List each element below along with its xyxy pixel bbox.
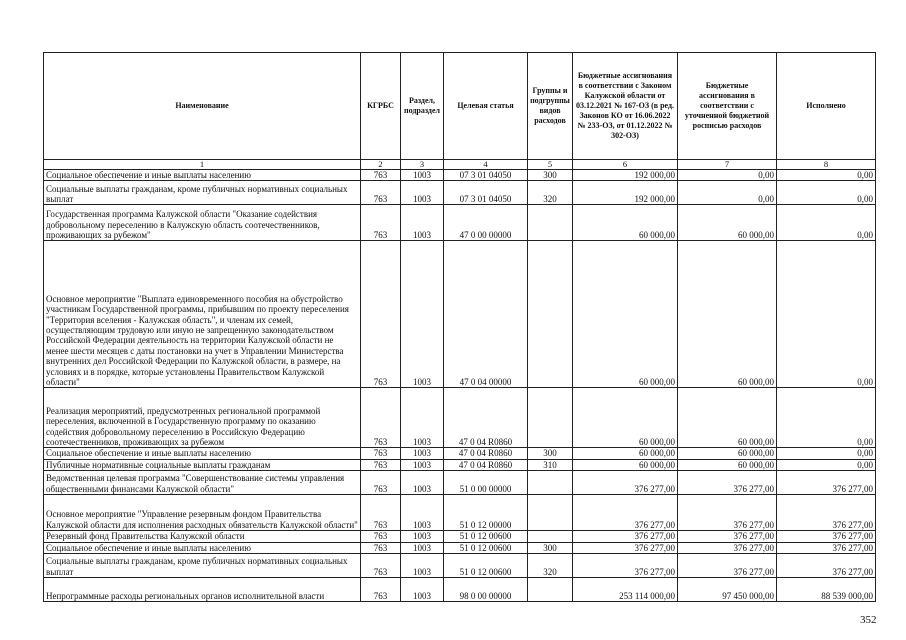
cell-target-article: 51 0 12 00600 [444,542,528,553]
cell-target-article: 51 0 12 00600 [444,531,528,542]
cell-budget-refined: 60 000,00 [678,388,777,448]
col-number: 1 [44,160,361,170]
cell-budget-refined: 60 000,00 [678,459,777,470]
table-row [44,448,876,459]
col-number: 2 [361,160,401,170]
cell-kgrbs: 763 [361,205,401,241]
cell-kgrbs: 763 [361,471,401,495]
document-page [43,52,875,602]
table-row [44,542,876,553]
cell-section: 1003 [401,554,444,578]
cell-target-article: 98 0 00 00000 [444,578,528,602]
cell-name: Социальное обеспечение и иные выплаты населению [44,542,361,553]
cell-budget-law: 376 277,00 [573,531,678,542]
cell-kgrbs: 763 [361,388,401,448]
cell-budget-refined: 376 277,00 [678,531,777,542]
col-number: 4 [444,160,528,170]
cell-target-article: 47 0 04 00000 [444,241,528,388]
col-header-section: Раздел, подраздел [401,53,444,160]
col-number: 6 [573,160,678,170]
cell-kgrbs: 763 [361,181,401,205]
col-header-budget-law: Бюджетные ассигнования в соответствии с Законом Калужской области от 03.12.2021 № 167-ОЗ (в ред. Законов КО от 16.06.2022 № 233-ОЗ, от 01.12.2022 № 302-ОЗ) [573,53,678,160]
cell-kgrbs: 763 [361,531,401,542]
cell-target-article: 07 3 01 04050 [444,181,528,205]
cell-budget-refined: 60 000,00 [678,241,777,388]
cell-target-article: 07 3 01 04050 [444,170,528,181]
cell-target-article: 51 0 12 00600 [444,554,528,578]
col-header-expense-group: Группы и подгруппы видов расходов [528,53,573,160]
cell-target-article: 51 0 00 00000 [444,471,528,495]
cell-section: 1003 [401,531,444,542]
cell-executed: 376 277,00 [777,495,876,531]
cell-name: Социальные выплаты гражданам, кроме публичных нормативных социальных выплат [44,554,361,578]
table-row [44,181,876,205]
cell-kgrbs: 763 [361,170,401,181]
column-number-row [44,160,876,170]
cell-section: 1003 [401,578,444,602]
cell-expense-group [528,471,573,495]
col-header-kgrbs: КГРБС [361,53,401,160]
cell-executed: 0,00 [777,241,876,388]
cell-executed: 88 539 000,00 [777,578,876,602]
cell-expense-group: 300 [528,170,573,181]
cell-budget-law: 376 277,00 [573,554,678,578]
cell-name: Социальное обеспечение и иные выплаты населению [44,448,361,459]
cell-budget-law: 60 000,00 [573,205,678,241]
cell-name: Социальное обеспечение и иные выплаты населению [44,170,361,181]
cell-executed: 376 277,00 [777,471,876,495]
cell-executed: 376 277,00 [777,554,876,578]
cell-section: 1003 [401,459,444,470]
cell-section: 1003 [401,205,444,241]
col-number: 5 [528,160,573,170]
table-row [44,578,876,602]
table-row [44,495,876,531]
cell-budget-refined: 60 000,00 [678,205,777,241]
cell-section: 1003 [401,241,444,388]
cell-budget-refined: 376 277,00 [678,542,777,553]
cell-target-article: 51 0 12 00000 [444,495,528,531]
cell-expense-group [528,578,573,602]
cell-kgrbs: 763 [361,578,401,602]
table-body [44,170,876,602]
cell-expense-group [528,205,573,241]
budget-table [43,52,876,602]
cell-expense-group [528,241,573,388]
table-row [44,205,876,241]
cell-section: 1003 [401,170,444,181]
page-number: 352 [860,614,877,626]
cell-executed: 0,00 [777,205,876,241]
cell-budget-law: 192 000,00 [573,181,678,205]
cell-target-article: 47 0 04 R0860 [444,448,528,459]
cell-name: Основное мероприятие "Выплата единовременного пособия на обустройство участникам Государственной программы, прибывшим по проекту переселения "Территория вселения - Калужская область", и членам их семей, осуществляющим трудовую или иную не запрещенную законодательством Российской Федерации деятельность на территории Калужской области не менее шести месяцев с даты постановки на учет в Управлении Министерства внутренних дел Российской Федерации по Калужской области, в размере, на условиях и в порядке, которые установлены Правительством Калужской области" [44,241,361,388]
cell-executed: 0,00 [777,170,876,181]
cell-kgrbs: 763 [361,448,401,459]
col-header-executed: Исполнено [777,53,876,160]
cell-budget-law: 60 000,00 [573,459,678,470]
cell-name: Резервный фонд Правительства Калужской области [44,531,361,542]
table-row [44,459,876,470]
table-row [44,554,876,578]
cell-name: Ведомственная целевая программа "Совершенствование системы управления общественными финансами Калужской области" [44,471,361,495]
cell-kgrbs: 763 [361,459,401,470]
cell-section: 1003 [401,388,444,448]
cell-budget-law: 376 277,00 [573,495,678,531]
cell-section: 1003 [401,542,444,553]
cell-executed: 0,00 [777,448,876,459]
col-number: 8 [777,160,876,170]
cell-expense-group: 320 [528,181,573,205]
cell-executed: 376 277,00 [777,531,876,542]
cell-budget-refined: 0,00 [678,170,777,181]
cell-section: 1003 [401,495,444,531]
col-header-budget-refined: Бюджетные ассигнования в соответствии с уточненной бюджетной росписью расходов [678,53,777,160]
cell-expense-group: 320 [528,554,573,578]
cell-executed: 376 277,00 [777,542,876,553]
cell-target-article: 47 0 04 R0860 [444,388,528,448]
cell-kgrbs: 763 [361,495,401,531]
cell-budget-refined: 376 277,00 [678,554,777,578]
table-row [44,471,876,495]
table-row [44,531,876,542]
cell-budget-refined: 376 277,00 [678,495,777,531]
cell-budget-refined: 376 277,00 [678,471,777,495]
col-number: 7 [678,160,777,170]
cell-executed: 0,00 [777,181,876,205]
cell-name: Реализация мероприятий, предусмотренных региональной программой переселения, включенной в Государственную программу по оказанию содействия добровольному переселению в Российскую Федерацию соотечественников, проживающих за рубежом [44,388,361,448]
col-number: 3 [401,160,444,170]
cell-budget-law: 60 000,00 [573,241,678,388]
cell-name: Социальные выплаты гражданам, кроме публичных нормативных социальных выплат [44,181,361,205]
table-row [44,388,876,448]
cell-budget-refined: 97 450 000,00 [678,578,777,602]
cell-kgrbs: 763 [361,542,401,553]
cell-section: 1003 [401,471,444,495]
cell-executed: 0,00 [777,388,876,448]
cell-budget-refined: 0,00 [678,181,777,205]
cell-expense-group: 300 [528,542,573,553]
cell-budget-law: 253 114 000,00 [573,578,678,602]
cell-section: 1003 [401,448,444,459]
cell-budget-law: 192 000,00 [573,170,678,181]
table-row [44,170,876,181]
cell-expense-group [528,388,573,448]
cell-budget-refined: 60 000,00 [678,448,777,459]
cell-kgrbs: 763 [361,241,401,388]
cell-name: Непрограммные расходы региональных органов исполнительной власти [44,578,361,602]
cell-budget-law: 60 000,00 [573,388,678,448]
cell-budget-law: 60 000,00 [573,448,678,459]
header-row [44,53,876,160]
cell-budget-law: 376 277,00 [573,471,678,495]
cell-expense-group: 300 [528,448,573,459]
cell-kgrbs: 763 [361,554,401,578]
table-row [44,241,876,388]
col-header-name: Наименование [44,53,361,160]
cell-section: 1003 [401,181,444,205]
col-header-target-article: Целевая статья [444,53,528,160]
cell-target-article: 47 0 04 R0860 [444,459,528,470]
cell-name: Публичные нормативные социальные выплаты гражданам [44,459,361,470]
cell-name: Основное мероприятие "Управление резервным фондом Правительства Калужской области для исполнения расходных обязательств Калужской области" [44,495,361,531]
cell-expense-group [528,531,573,542]
cell-name: Государственная программа Калужской области "Оказание содействия добровольному переселению в Калужскую область соотечественников, проживающих за рубежом" [44,205,361,241]
cell-budget-law: 376 277,00 [573,542,678,553]
cell-executed: 0,00 [777,459,876,470]
cell-expense-group [528,495,573,531]
cell-target-article: 47 0 00 00000 [444,205,528,241]
cell-expense-group: 310 [528,459,573,470]
